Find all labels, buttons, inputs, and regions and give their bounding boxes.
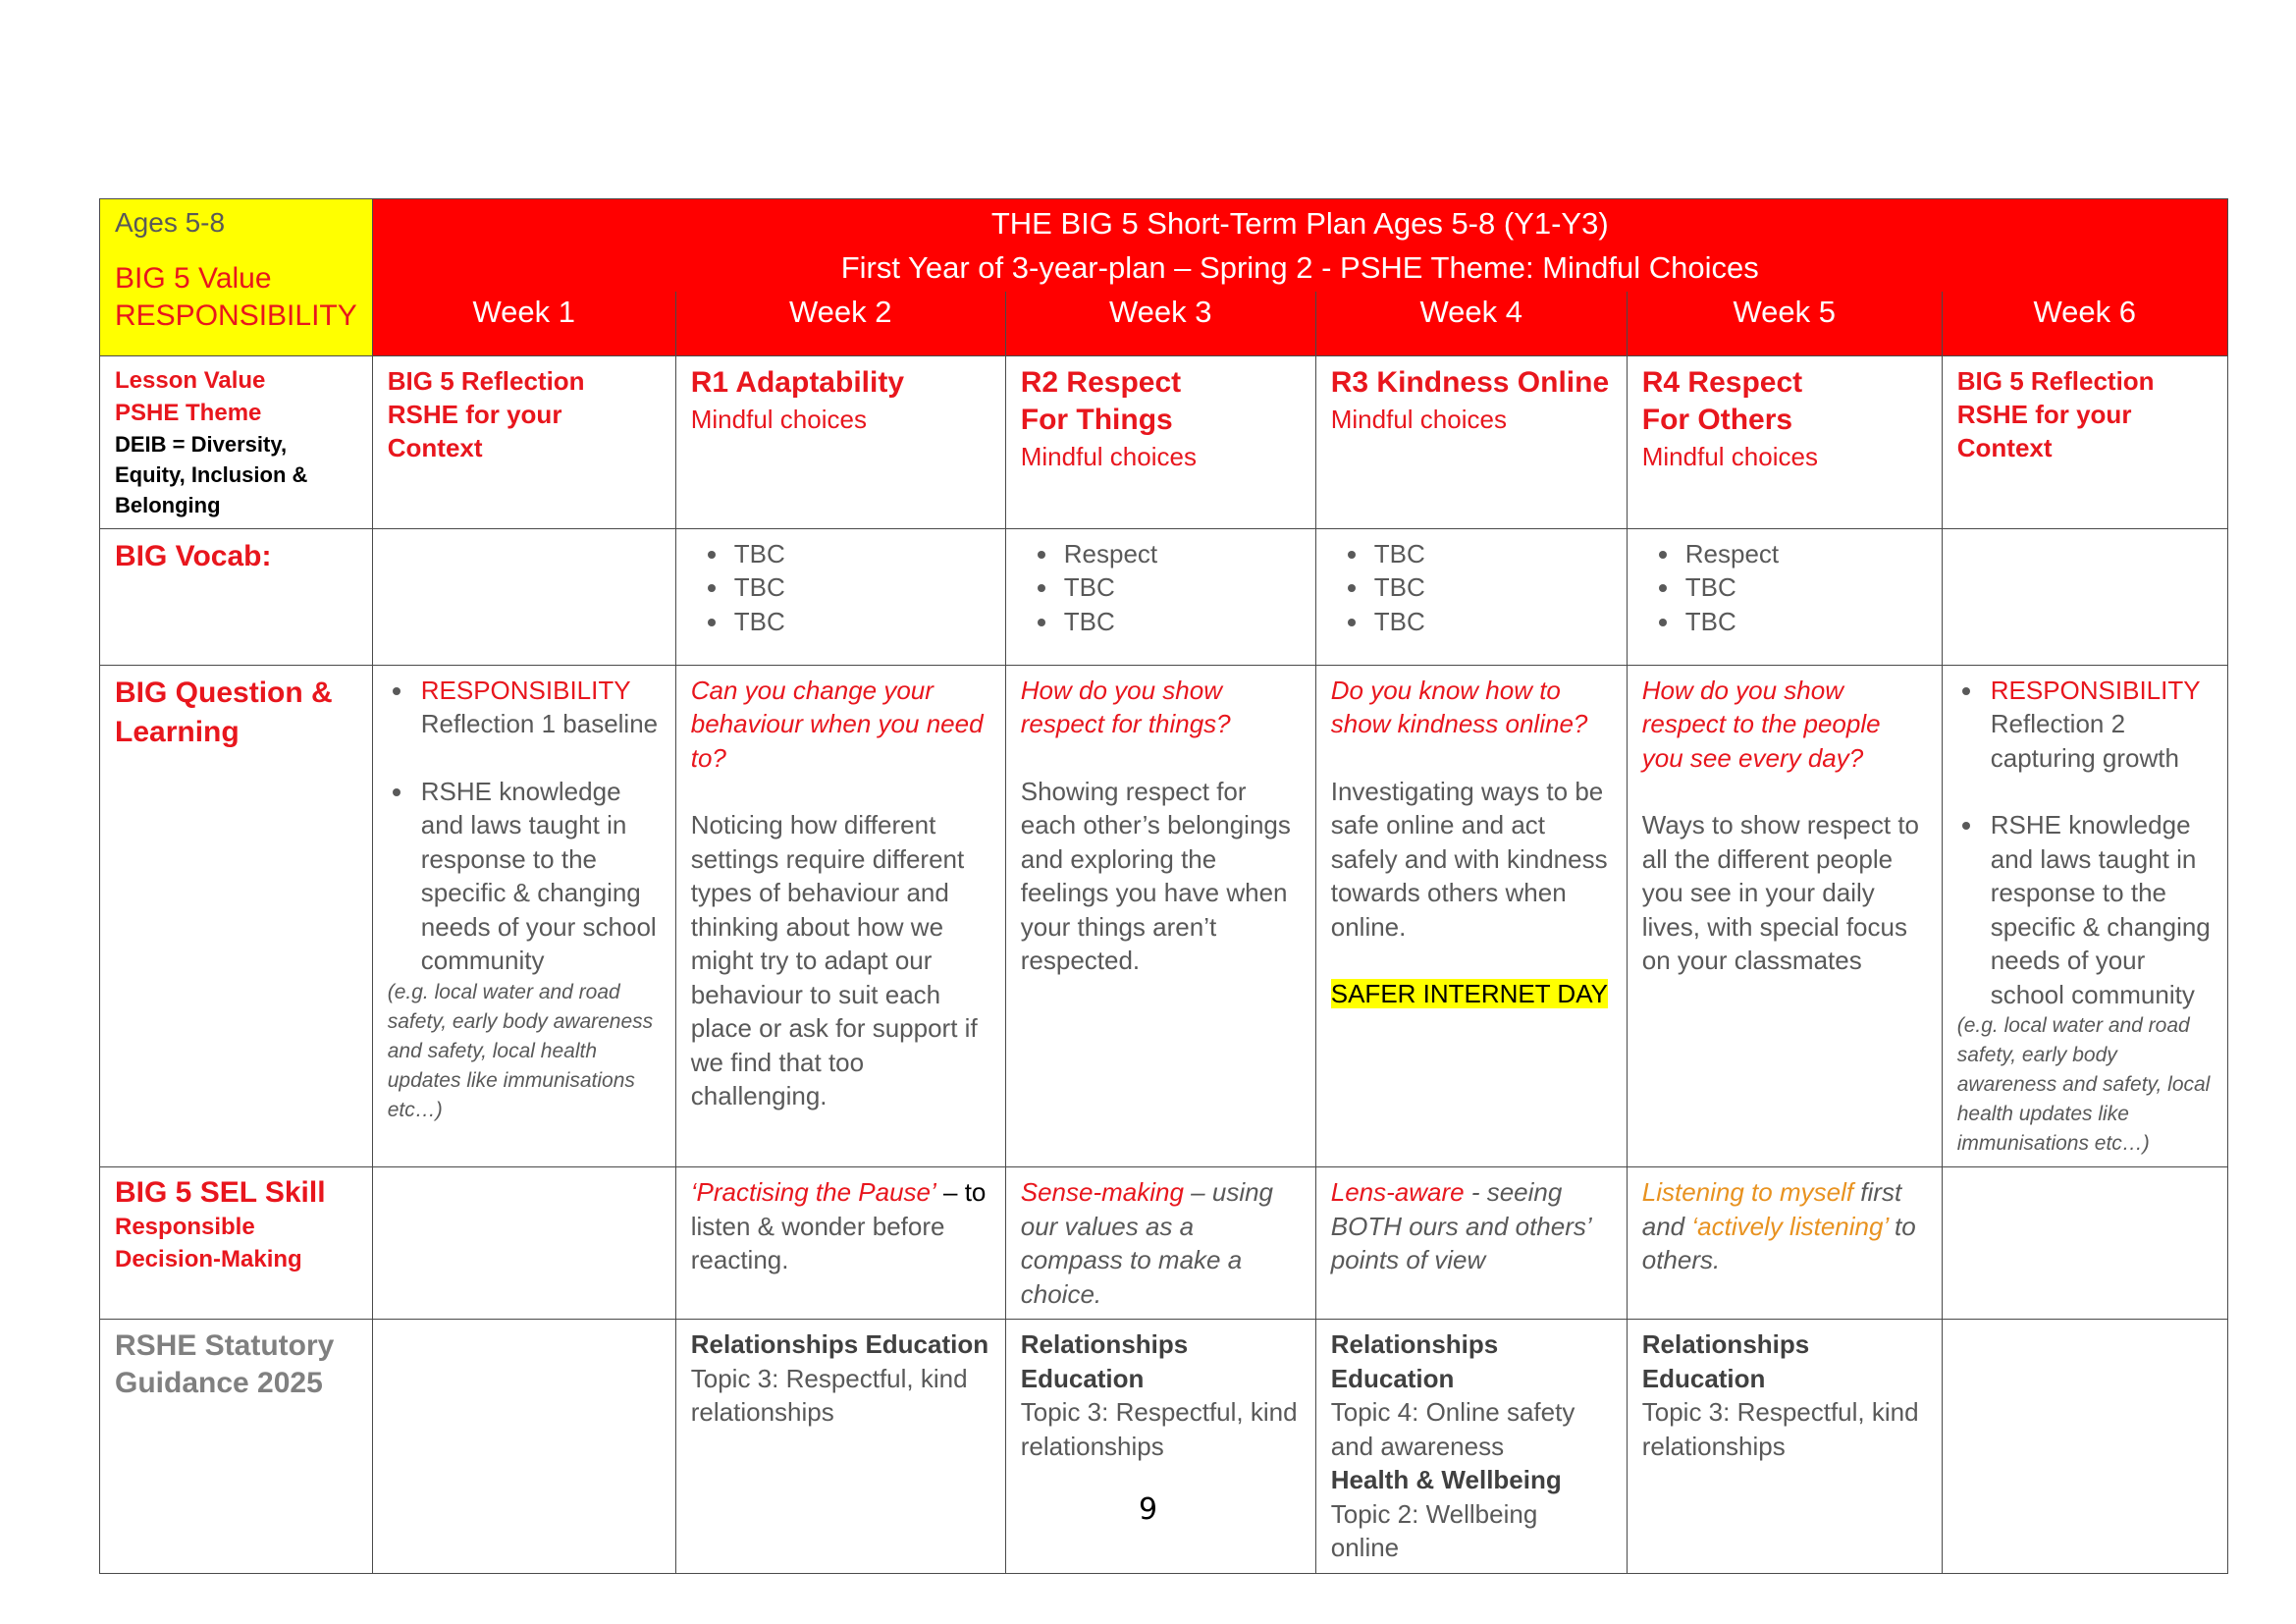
lesson-cell-week2 bbox=[675, 355, 1005, 528]
vocab-cell-week6 bbox=[1942, 528, 2227, 665]
lesson-subtitle: RSHE for your Context bbox=[1956, 399, 2132, 462]
rshe-topic: Topic 3: Respectful, kind relationships bbox=[1020, 1397, 1298, 1461]
sel-skill: ‘Practising the Pause’ bbox=[690, 1177, 936, 1207]
plan-subtitle: First Year of 3-year-plan – Spring 2 - PSHE Theme: Mindful Choices bbox=[840, 250, 1759, 285]
rshe-topic: Topic 4: Online safety and awareness bbox=[1330, 1397, 1575, 1461]
plan-title-banner bbox=[372, 199, 2227, 293]
rshe-cell-week1 bbox=[372, 1320, 675, 1574]
question-bullets bbox=[1957, 674, 2213, 1012]
corner-cell bbox=[100, 199, 373, 356]
lesson-title: BIG 5 Reflection bbox=[1956, 365, 2155, 396]
lesson-cell-week1 bbox=[372, 355, 675, 528]
bullet-text: Reflection 2 capturing growth bbox=[1990, 709, 2179, 773]
examples-note: (e.g. local water and road safety, early body awareness and safety, local health updates like immunisations etc…) bbox=[387, 980, 654, 1121]
vocab-list bbox=[1331, 537, 1612, 639]
sel-skill: Lens-aware bbox=[1330, 1177, 1465, 1207]
vocab-list bbox=[691, 537, 990, 639]
question-cell-week4 bbox=[1315, 665, 1627, 1167]
question-cell-week6 bbox=[1942, 665, 2227, 1167]
question-cell-week3 bbox=[1005, 665, 1315, 1167]
lesson-cell-week4 bbox=[1315, 355, 1627, 528]
rshe-topic: Topic 3: Respectful, kind relationships bbox=[1641, 1397, 1919, 1461]
lesson-title: R2 Respect For Things bbox=[1020, 365, 1182, 436]
row-label-rshe bbox=[100, 1320, 373, 1574]
value-label: BIG 5 Value bbox=[115, 262, 272, 296]
learning-text: Noticing how different settings require different types of behaviour and thinking about how we might try to adapt our behaviour to suit each place or ask for support if we find that too challenging. bbox=[690, 810, 978, 1110]
bullet-text: • RSHE knowledge and laws taught in response to the specific & changing needs of your school community bbox=[420, 776, 657, 975]
sel-description-end: to others. bbox=[1641, 1211, 1916, 1274]
vocab-item: • TBC bbox=[1370, 570, 1612, 605]
vocab-item: • TBC bbox=[1060, 605, 1301, 639]
sel-skill: Listening to myself bbox=[1641, 1177, 1854, 1207]
sel-sub-label: Responsible Decision-Making bbox=[115, 1214, 302, 1272]
vocab-item: • TBC bbox=[1370, 537, 1612, 571]
sel-cell-week3 bbox=[1005, 1167, 1315, 1320]
rshe-cell-week2 bbox=[675, 1320, 1005, 1574]
question-bullet bbox=[415, 674, 661, 775]
learning-text: Investigating ways to be safe online and act safely and with kindness towards others when online. bbox=[1330, 776, 1608, 942]
sel-label: BIG 5 SEL Skill bbox=[115, 1176, 326, 1209]
lesson-title: R1 Adaptability bbox=[690, 365, 905, 399]
sel-description: - seeing BOTH ours and others’ points of view bbox=[1330, 1177, 1591, 1274]
bullet-head: • RESPONSIBILITY bbox=[420, 675, 631, 705]
sel-description: first and bbox=[1641, 1177, 1902, 1241]
question-cell-week1 bbox=[372, 665, 675, 1167]
rshe-heading-2: Health & Wellbeing bbox=[1330, 1465, 1562, 1494]
vocab-item: • TBC bbox=[730, 570, 990, 605]
row-label-sel bbox=[100, 1167, 373, 1320]
lesson-subtitle: RSHE for your Context bbox=[387, 399, 562, 462]
rshe-cell-week4 bbox=[1315, 1320, 1627, 1574]
lesson-title: BIG 5 Reflection bbox=[387, 365, 585, 396]
week-header: Week 3 bbox=[1005, 292, 1315, 355]
big-question: How do you show respect to the people you see every day? bbox=[1641, 675, 1881, 773]
question-cell-week5 bbox=[1627, 665, 1942, 1167]
sel-cell-week1 bbox=[372, 1167, 675, 1320]
sel-dash: – to bbox=[935, 1177, 987, 1207]
lesson-theme: Mindful choices bbox=[1330, 404, 1507, 434]
safer-internet-day-highlight: SAFER INTERNET DAY bbox=[1330, 979, 1608, 1008]
vocab-cell-week1 bbox=[372, 528, 675, 665]
vocab-cell-week3 bbox=[1005, 528, 1315, 665]
vocab-item: • TBC bbox=[1682, 605, 1927, 639]
sel-description: – using our values as a compass to make a choice. bbox=[1020, 1177, 1274, 1309]
lesson-title: R3 Kindness Online bbox=[1330, 365, 1610, 399]
vocab-item: • TBC bbox=[730, 605, 990, 639]
bullet-text: Reflection 1 baseline bbox=[420, 709, 659, 738]
vocab-list bbox=[1021, 537, 1301, 639]
vocab-cell-week5 bbox=[1627, 528, 1942, 665]
lesson-cell-week6 bbox=[1942, 355, 2227, 528]
week-header: Week 6 bbox=[1942, 292, 2227, 355]
learning-text: Ways to show respect to all the different people you see in your daily lives, with special focus on your classmates bbox=[1641, 810, 1920, 975]
vocab-label: BIG Vocab: bbox=[115, 539, 272, 572]
lesson-cell-week5 bbox=[1627, 355, 1942, 528]
question-bullet bbox=[415, 775, 661, 978]
page-number: 9 bbox=[1138, 1492, 1158, 1527]
sel-cell-week4 bbox=[1315, 1167, 1627, 1320]
question-bullets bbox=[388, 674, 661, 978]
big-question: How do you show respect for things? bbox=[1020, 675, 1231, 738]
learning-text: Showing respect for each other’s belongings and exploring the feelings you have when your things aren’t respected. bbox=[1020, 776, 1291, 975]
ages-label: Ages 5-8 bbox=[115, 207, 226, 238]
vocab-list bbox=[1642, 537, 1927, 639]
week-header: Week 1 bbox=[372, 292, 675, 355]
week-header: Week 4 bbox=[1315, 292, 1627, 355]
rshe-topic-2: Topic 2: Wellbeing online bbox=[1330, 1498, 1538, 1562]
examples-note: (e.g. local water and road safety, early body awareness and safety, local health updates like immunisations etc…) bbox=[1956, 1014, 2211, 1155]
short-term-plan-table bbox=[99, 198, 2228, 1574]
rshe-heading: Relationships Education bbox=[690, 1329, 989, 1359]
sel-cell-week5 bbox=[1627, 1167, 1942, 1320]
lesson-cell-week3 bbox=[1005, 355, 1315, 528]
row-label-lesson bbox=[100, 355, 373, 528]
value-name: RESPONSIBILITY bbox=[115, 299, 357, 333]
plan-title: THE BIG 5 Short-Term Plan Ages 5-8 (Y1-Y3) bbox=[990, 206, 1609, 241]
lesson-theme: Mindful choices bbox=[1020, 441, 1197, 471]
week-header: Week 5 bbox=[1627, 292, 1942, 355]
question-bullet bbox=[1985, 808, 2213, 1011]
question-cell-week2 bbox=[675, 665, 1005, 1167]
sel-cell-week6 bbox=[1942, 1167, 2227, 1320]
rshe-cell-week3 bbox=[1005, 1320, 1315, 1574]
lesson-value-label: Lesson Value bbox=[115, 366, 266, 394]
rshe-heading: Relationships Education bbox=[1330, 1329, 1499, 1393]
rshe-heading: Relationships Education bbox=[1020, 1329, 1189, 1393]
pshe-theme-label: PSHE Theme bbox=[115, 399, 262, 426]
question-label: BIG Question & Learning bbox=[115, 676, 333, 748]
vocab-item: • TBC bbox=[730, 537, 990, 571]
big-question: Do you know how to show kindness online? bbox=[1330, 675, 1588, 738]
week-header: Week 2 bbox=[675, 292, 1005, 355]
bullet-text: • RSHE knowledge and laws taught in response to the specific & changing needs of your school community bbox=[1990, 810, 2211, 1009]
sel-description: listen & wonder before reacting. bbox=[690, 1211, 945, 1274]
rshe-cell-week5 bbox=[1627, 1320, 1942, 1574]
sel-skill: Sense-making bbox=[1020, 1177, 1184, 1207]
sel-skill-2: ‘actively listening’ bbox=[1691, 1211, 1888, 1241]
vocab-item: • Respect bbox=[1060, 537, 1301, 571]
vocab-item: • TBC bbox=[1370, 605, 1612, 639]
vocab-item: • TBC bbox=[1060, 570, 1301, 605]
lesson-theme: Mindful choices bbox=[690, 404, 867, 434]
deib-label: DEIB = Diversity, Equity, Inclusion & Belonging bbox=[115, 431, 308, 517]
row-label-vocab bbox=[100, 528, 373, 665]
bullet-head: • RESPONSIBILITY bbox=[1990, 675, 2201, 705]
rshe-label: RSHE Statutory Guidance 2025 bbox=[115, 1329, 335, 1399]
question-bullet bbox=[1985, 674, 2213, 809]
rshe-heading: Relationships Education bbox=[1641, 1329, 1810, 1393]
sel-cell-week2 bbox=[675, 1167, 1005, 1320]
big-question: Can you change your behaviour when you need to? bbox=[690, 675, 984, 773]
vocab-cell-week4 bbox=[1315, 528, 1627, 665]
row-label-question bbox=[100, 665, 373, 1167]
vocab-item: • TBC bbox=[1682, 570, 1927, 605]
lesson-title: R4 Respect For Others bbox=[1641, 365, 1803, 436]
lesson-theme: Mindful choices bbox=[1641, 441, 1818, 471]
rshe-topic: Topic 3: Respectful, kind relationships bbox=[690, 1363, 968, 1427]
vocab-item: • Respect bbox=[1682, 537, 1927, 571]
rshe-cell-week6 bbox=[1942, 1320, 2227, 1574]
vocab-cell-week2 bbox=[675, 528, 1005, 665]
